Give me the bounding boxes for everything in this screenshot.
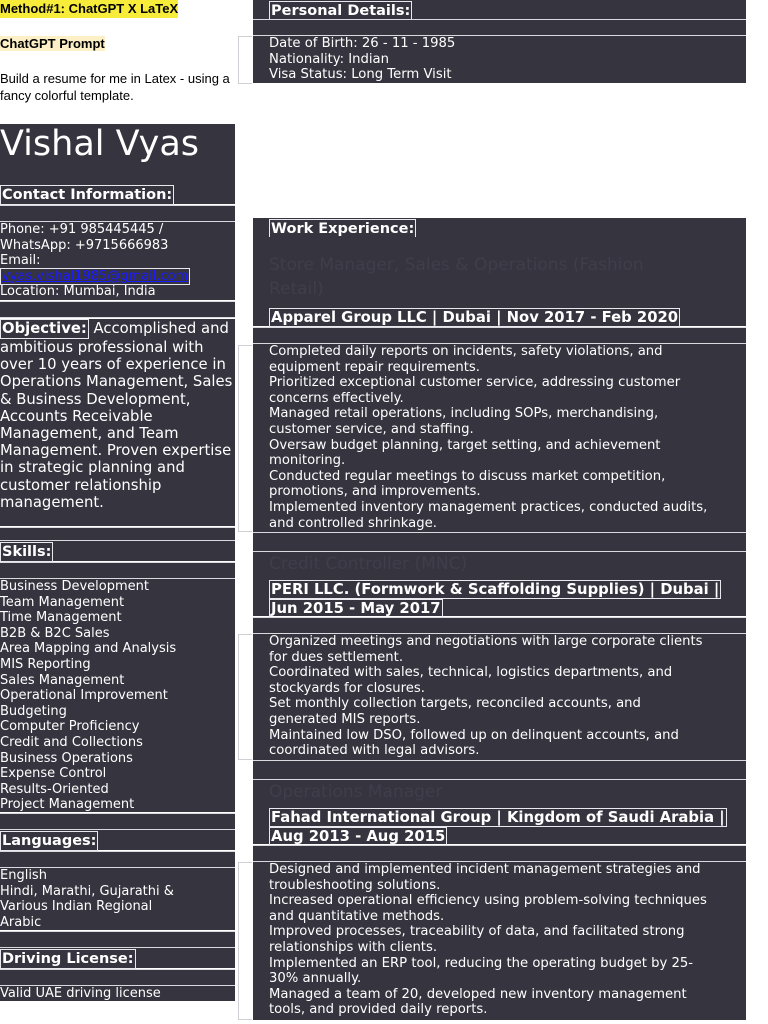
bullet-line: Improved processes, traceability of data, and facilitated strong (269, 924, 685, 940)
job-company-dates: Jun 2015 - May 2017 (271, 600, 441, 617)
job-company: Fahad International Group | Kingdom of Saudi Arabia | (271, 809, 725, 826)
skill-item: Sales Management (0, 672, 125, 688)
personal-heading-row (253, 0, 746, 19)
bullet-line: coordinated with legal advisors. (269, 743, 480, 759)
bullet-line: Designed and implemented incident management strategies and (269, 862, 701, 877)
bullet-line: generated MIS reports. (269, 711, 421, 727)
job-company: Apparel Group LLC | Dubai | Nov 2017 - Feb 2020 (271, 309, 679, 326)
personal-heading: Personal Details: (271, 3, 411, 19)
spacer-row (253, 845, 746, 862)
skill-item: Computer Proficiency (0, 719, 140, 735)
bullet-line: Managed a team of 20, developed new inventory management (269, 986, 687, 1002)
spacer-row (0, 931, 235, 948)
bullet-line: 30% annually. (269, 971, 362, 987)
contact-heading-row (0, 184, 235, 204)
bullet-line: Implemented inventory management practices, conducted audits, (269, 499, 708, 515)
job-company-dates: Aug 2013 - Aug 2015 (271, 828, 446, 845)
job-title (253, 237, 746, 307)
license-text: Valid UAE driving license (0, 986, 235, 1001)
personal-block (253, 36, 746, 83)
spacer-row (253, 617, 746, 634)
bullet-line: and controlled shrinkage. (269, 515, 437, 531)
spacer-row (0, 301, 235, 318)
prompt-text: Build a resume for me in Latex - using a fancy colorful template. (0, 71, 230, 103)
language-item: Arabic (0, 914, 42, 930)
bullet-line: Completed daily reports on incidents, safety violations, and (269, 344, 663, 359)
bullet-line: concerns effectively. (269, 390, 404, 406)
contact-whatsapp: WhatsApp: +9715666983 (0, 237, 169, 253)
skill-item: Credit and Collections (0, 734, 143, 750)
job-title-line: Retail) (269, 279, 324, 299)
skills-heading-row (0, 541, 235, 561)
method-heading: Method#1: ChatGPT X LaTeX (0, 1, 179, 16)
language-item: English (0, 868, 47, 883)
bullet-line: equipment repair requirements. (269, 359, 480, 375)
company-row (253, 578, 746, 616)
job-title-line: Credit Controller (MNC) (269, 554, 468, 574)
languages-heading-row (0, 830, 235, 850)
skill-item: Project Management (0, 797, 135, 813)
bullet-line: Increased operational efficiency using problem-solving techniques (269, 893, 707, 909)
spacer-row (253, 19, 746, 36)
bullet-line: troubleshooting solutions. (269, 877, 441, 893)
bracket-decoration (238, 345, 252, 532)
job-title-line: Store Manager, Sales & Operations (Fashion (269, 255, 644, 275)
spacer-row (0, 969, 235, 986)
resume-name-text: Vishal Vyas (0, 124, 200, 164)
bullet-line: relationships with clients. (269, 939, 438, 955)
job-bullets (253, 634, 746, 760)
bullet-line: tools, and provided daily reports. (269, 1002, 488, 1018)
spacer-row (0, 205, 235, 222)
spacer-row (0, 527, 235, 541)
skill-item: Time Management (0, 610, 122, 626)
skills-heading: Skills: (2, 544, 52, 560)
bullet-line: Managed retail operations, including SOPs, merchandising, (269, 406, 659, 422)
bullet-line: monitoring. (269, 453, 346, 469)
skill-item: Budgeting (0, 703, 67, 719)
bullet-line: promotions, and improvements. (269, 484, 481, 500)
spacer-row (253, 532, 746, 552)
contact-heading: Contact Information: (2, 187, 173, 203)
work-heading: Work Experience: (271, 221, 415, 237)
skill-item: Area Mapping and Analysis (0, 641, 177, 657)
contact-phone: Phone: +91 985445445 / (0, 222, 164, 237)
job-title (253, 780, 746, 806)
bullet-line: stockyards for closures. (269, 680, 425, 696)
bullet-line: customer service, and staffing. (269, 421, 474, 437)
contact-email-link[interactable]: vyas.vishal1985@gmail.com (2, 268, 189, 284)
bullet-line: Set monthly collection targets, reconciled accounts, and (269, 696, 641, 712)
bracket-decoration (238, 36, 252, 84)
prompt-title: ChatGPT Prompt (0, 36, 105, 51)
bullet-line: Organized meetings and negotiations with large corporate clients (269, 634, 703, 649)
skill-item: Operational Improvement (0, 688, 168, 704)
job-bullets (253, 862, 746, 1020)
spacer-row (0, 851, 235, 868)
languages-list (0, 868, 235, 930)
contact-location: Location: Mumbai, India (0, 284, 156, 300)
language-item: Hindi, Marathi, Gujarathi & (0, 883, 174, 899)
job-title-line: Operations Manager (269, 782, 443, 802)
bullet-line: Implemented an ERP tool, reducing the operating budget by 25- (269, 955, 693, 971)
job-title (253, 552, 746, 578)
personal-nationality: Nationality: Indian (269, 51, 389, 67)
skill-item: Business Development (0, 579, 149, 594)
skill-item: B2B & B2C Sales (0, 625, 110, 641)
skill-item: Team Management (0, 594, 125, 610)
spacer-row (253, 327, 746, 344)
bullet-line: Prioritized exceptional customer service, addressing customer (269, 375, 681, 391)
skill-item: Expense Control (0, 766, 107, 782)
skill-item: Business Operations (0, 750, 133, 766)
skills-list (0, 579, 235, 812)
contact-block (0, 222, 235, 300)
company-row (253, 806, 746, 844)
objective-heading: Objective: (2, 320, 87, 337)
job-bullets (253, 344, 746, 532)
job-company: PERI LLC. (Formwork & Scaffolding Supplies) | Dubai | (271, 581, 720, 598)
personal-dob: Date of Birth: 26 - 11 - 1985 (269, 36, 456, 51)
bracket-decoration (238, 862, 252, 1020)
language-item: Various Indian Regional (0, 899, 153, 915)
spacer-row (0, 813, 235, 830)
personal-visa: Visa Status: Long Term Visit (269, 67, 452, 83)
contact-email-label: Email: (0, 253, 41, 269)
bracket-decoration (238, 634, 252, 760)
skill-item: Results-Oriented (0, 781, 109, 797)
work-heading-row (253, 218, 746, 237)
bullet-line: for dues settlement. (269, 649, 404, 665)
company-row (253, 307, 746, 326)
spacer-row (253, 760, 746, 780)
license-heading: Driving License: (2, 951, 134, 967)
bullet-line: Oversaw budget planning, target setting, and achievement (269, 437, 661, 453)
bullet-line: Conducted regular meetings to discuss market competition, (269, 468, 666, 484)
spacer-row (0, 562, 235, 579)
languages-heading: Languages: (2, 833, 97, 849)
license-heading-row (0, 948, 235, 968)
objective-text: Accomplished and ambitious professional with over 10 years of experience in Operations Management, Sales & Business Development, Accounts Receivable Management, and Team Management. Proven expertise in strategic planning and customer relationship management. (0, 320, 233, 511)
skill-item: MIS Reporting (0, 656, 91, 672)
objective-block (0, 319, 235, 526)
bullet-line: Coordinated with sales, technical, logistics departments, and (269, 665, 673, 681)
bullet-line: and quantitative methods. (269, 908, 445, 924)
bullet-line: Maintained low DSO, followed up on delinquent accounts, and (269, 727, 679, 743)
